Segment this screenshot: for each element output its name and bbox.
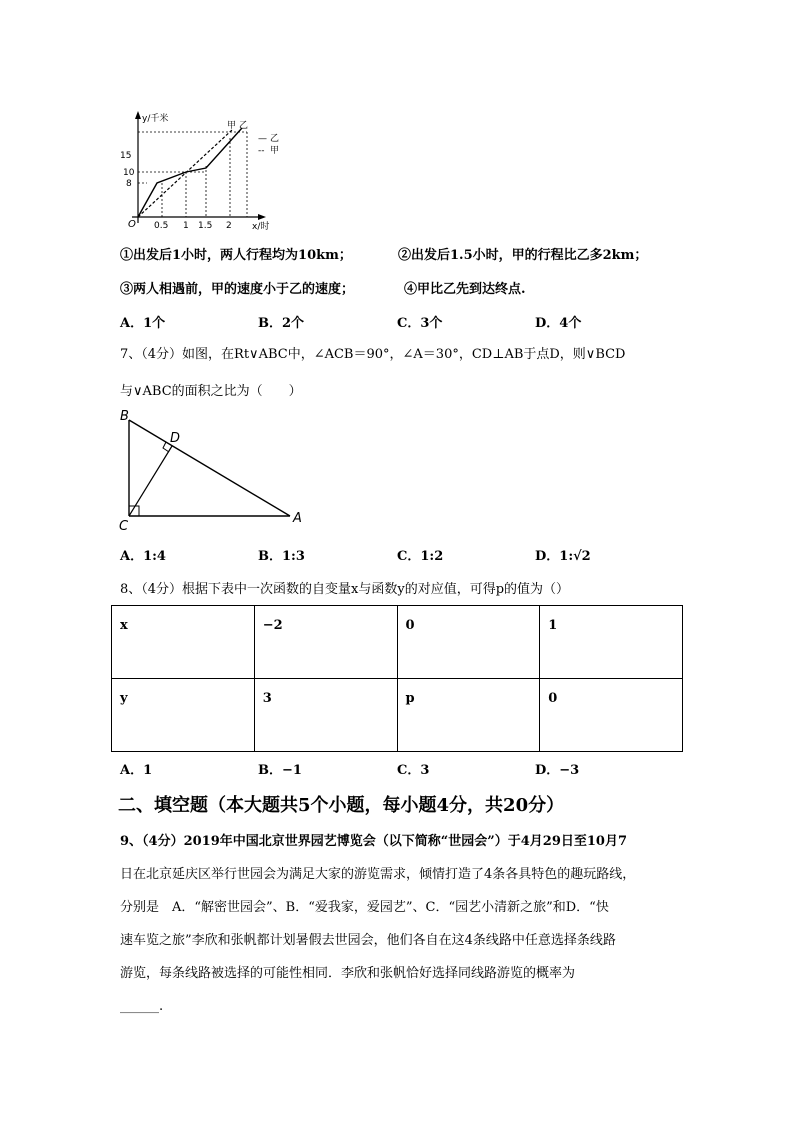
q9-line-4: 速车览之旅”李欣和张帆都计划暑假去世园会，他们各自在这4条线路中任意选择条线路 — [120, 933, 616, 948]
table-cell: 1 — [540, 606, 683, 679]
legend-jia-name: 甲 — [270, 146, 280, 156]
q9-answer-blank[interactable]: ______. — [120, 999, 164, 1014]
legend-jia-symbol: -- — [258, 146, 265, 156]
q6-option-c[interactable]: C．3个 — [397, 316, 443, 331]
y-tick-10: 10 — [123, 168, 135, 178]
q7-stem-line2: 与∨ABC的面积之比为（ ） — [120, 384, 302, 399]
vertex-d: D — [170, 431, 181, 446]
q6-statement-4: ④甲比乙先到达终点. — [404, 282, 526, 297]
table-row-x — [112, 606, 683, 679]
q8-stem: 8、（4分）根据下表中一次函数的自变量x与函数y的对应值，可得p的值为（） — [120, 582, 570, 597]
triangle-figure — [112, 404, 312, 536]
q6-option-d[interactable]: D．4个 — [535, 316, 582, 331]
section-title: 二、填空题（本大题共5个小题，每小题4分，共20分） — [118, 795, 565, 816]
y-axis-label: y/千米 — [142, 114, 169, 124]
q9-line-2: 日在北京延庆区举行世园会为满足大家的游览需求，倾情打造了4条各具特色的趣玩路线， — [120, 867, 636, 882]
top-label-jia: 甲 — [227, 121, 237, 131]
top-label-yi: 乙 — [239, 121, 249, 131]
q9-line-5: 游览，每条线路被选择的可能性相同．李欣和张帆恰好选择同线路游览的概率为 — [120, 966, 576, 981]
q6-statement-2: ②出发后1.5小时，甲的行程比乙多2km； — [398, 248, 648, 263]
q6-option-b[interactable]: B．2个 — [258, 316, 305, 331]
side-ab — [129, 420, 290, 516]
vertex-a: A — [293, 511, 302, 526]
x-axis-label: x/时 — [252, 222, 270, 230]
q9-line-1: 9、（4分）2019年中国北京世界园艺博览会（以下简称“世园会”）于4月29日至10月7 — [120, 834, 628, 849]
table-cell: 0 — [397, 606, 540, 679]
table-row-y — [112, 679, 683, 752]
q7-option-d[interactable]: D．1:√2 — [535, 549, 591, 564]
x-axis-arrow — [258, 214, 266, 220]
q9-line-3: 分别是 A．“解密世园会”、B．“爱我家，爱园艺”、C．“园艺小清新之旅”和D．“快 — [120, 900, 609, 915]
y-axis-arrow — [135, 111, 141, 119]
legend-yi-name: 乙 — [270, 134, 280, 144]
x-tick-0.5: 0.5 — [154, 221, 169, 230]
q7-option-b[interactable]: B．1:3 — [258, 549, 305, 564]
q6-option-a[interactable]: A．1个 — [120, 316, 166, 331]
x-tick-1.5: 1.5 — [198, 221, 213, 230]
q8-option-a[interactable]: A．1 — [120, 763, 153, 778]
q8-option-d[interactable]: D．−3 — [535, 763, 580, 778]
q6-statement-1: ①出发后1小时，两人行程均为10km； — [120, 248, 352, 263]
value-table — [111, 605, 683, 752]
series-jia-line — [138, 130, 232, 217]
table-cell: y — [112, 679, 255, 752]
y-tick-15: 15 — [120, 151, 132, 161]
distance-time-graph — [110, 108, 290, 230]
legend-yi-symbol: — — [258, 134, 267, 144]
table-cell: x — [112, 606, 255, 679]
x-tick-2: 2 — [226, 221, 232, 230]
q7-stem-line1: 7、（4分）如图，在Rt∨ABC中，∠ACB＝90°，∠A＝30°，CD⊥AB于点D，则∨BCD — [120, 347, 626, 362]
q8-option-c[interactable]: C．3 — [397, 763, 430, 778]
series-yi-line — [138, 128, 242, 217]
q6-statement-3: ③两人相遇前，甲的速度小于乙的速度； — [120, 282, 355, 297]
table-cell: 0 — [540, 679, 683, 752]
q8-option-b[interactable]: B．−1 — [258, 763, 302, 778]
vertex-b: B — [120, 409, 129, 424]
q7-option-a[interactable]: A．1:4 — [120, 549, 166, 564]
q9-body — [120, 825, 680, 1023]
q7-option-c[interactable]: C．1:2 — [397, 549, 444, 564]
table-cell: −2 — [254, 606, 397, 679]
x-tick-1: 1 — [183, 221, 189, 230]
y-tick-8: 8 — [126, 179, 132, 189]
table-cell: 3 — [254, 679, 397, 752]
table-cell: p — [397, 679, 540, 752]
vertex-c: C — [119, 519, 129, 534]
origin-label: O — [128, 219, 136, 230]
